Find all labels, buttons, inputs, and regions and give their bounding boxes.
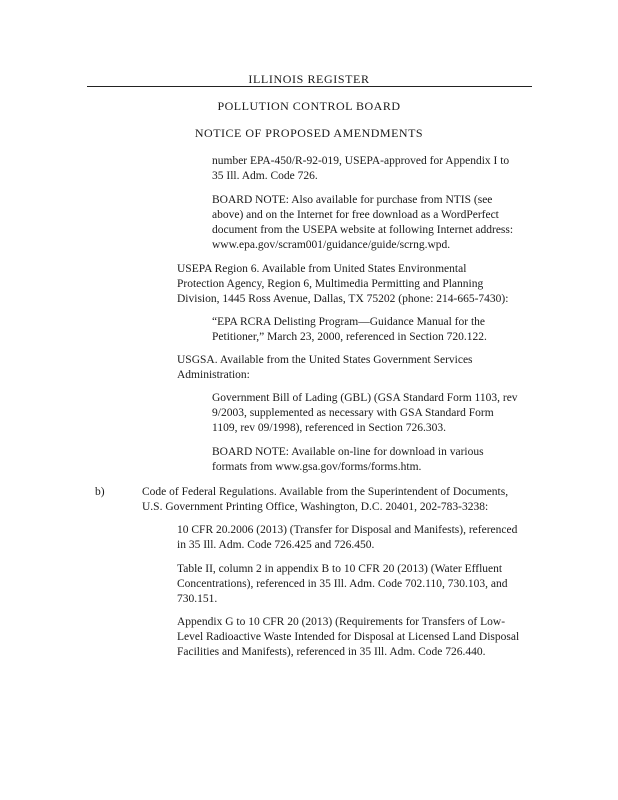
- text-line: 1109, rev 09/1998), referenced in Section 726.303.: [212, 422, 446, 434]
- board-name: POLLUTION CONTROL BOARD: [217, 99, 401, 113]
- text-line: above) and on the Internet for free download as a WordPerfect: [212, 209, 499, 221]
- text-line: in 35 Ill. Adm. Code 726.425 and 726.450.: [177, 539, 375, 551]
- epa-rcra-paragraph: [212, 315, 487, 345]
- continuation-paragraph: [212, 154, 509, 184]
- text-line: Appendix G to 10 CFR 20 (2013) (Requirements for Transfers of Low-: [177, 616, 506, 628]
- text-line: 9/2003, supplemented as necessary with GSA Standard Form: [212, 407, 494, 419]
- text-line: Facilities and Manifests), referenced in 35 Ill. Adm. Code 726.440.: [177, 646, 486, 658]
- text-line: 10 CFR 20.2006 (2013) (Transfer for Disposal and Manifests), referenced: [177, 524, 518, 536]
- appendix-g-paragraph: [177, 615, 519, 660]
- header-rule: [87, 86, 532, 87]
- text-line: Petitioner,” March 23, 2000, referenced in Section 720.122.: [212, 331, 487, 343]
- text-line: Division, 1445 Ross Avenue, Dallas, TX 75202 (phone: 214-665-7430):: [177, 293, 509, 305]
- text-line: number EPA-450/R-92-019, USEPA-approved for Appendix I to: [212, 155, 510, 167]
- usepa-region6-paragraph: [177, 262, 508, 307]
- text-line: www.epa.gov/scram001/guidance/guide/scrng.wpd.: [212, 239, 451, 251]
- text-line: Government Bill of Lading (GBL) (GSA Standard Form 1103, rev: [212, 392, 518, 404]
- text-line: 730.151.: [177, 593, 218, 605]
- text-line: USGSA. Available from the United States Government Services: [177, 354, 473, 366]
- text-line: Table II, column 2 in appendix B to 10 CFR 20 (2013) (Water Effluent: [177, 563, 503, 575]
- text-line: formats from www.gsa.gov/forms/forms.htm.: [212, 461, 422, 473]
- item-b-paragraph: [142, 485, 508, 515]
- text-line: BOARD NOTE: Also available for purchase from NTIS (see: [212, 194, 493, 206]
- text-line: USEPA Region 6. Available from United States Environmental: [177, 263, 467, 275]
- table-ii-paragraph: [177, 562, 507, 607]
- text-line: Code of Federal Regulations. Available from the Superintendent of Documents,: [142, 486, 509, 498]
- text-line: document from the USEPA website at following Internet address:: [212, 224, 514, 236]
- text-line: Administration:: [177, 369, 250, 381]
- text-line: “EPA RCRA Delisting Program—Guidance Manual for the: [212, 316, 485, 328]
- text-line: Level Radioactive Waste Intended for Disposal at Licensed Land Disposal: [177, 631, 520, 643]
- text-line: 35 Ill. Adm. Code 726.: [212, 170, 318, 182]
- text-line: Protection Agency, Region 6, Multimedia Permitting and Planning: [177, 278, 484, 290]
- text-line: BOARD NOTE: Available on-line for download in various: [212, 446, 484, 458]
- board-note-paragraph: [212, 445, 484, 475]
- text-line: Concentrations), referenced in 35 Ill. Adm. Code 702.110, 730.103, and: [177, 578, 508, 590]
- item-b-marker: b): [95, 486, 105, 498]
- gbl-paragraph: [212, 391, 518, 436]
- notice-title: NOTICE OF PROPOSED AMENDMENTS: [194, 126, 424, 140]
- cfr-2006-paragraph: [177, 523, 517, 553]
- board-note-paragraph: [212, 193, 513, 253]
- register-title: ILLINOIS REGISTER: [248, 72, 370, 86]
- text-line: U.S. Government Printing Office, Washington, D.C. 20401, 202-783-3238:: [142, 501, 489, 513]
- usgsa-paragraph: [177, 353, 473, 383]
